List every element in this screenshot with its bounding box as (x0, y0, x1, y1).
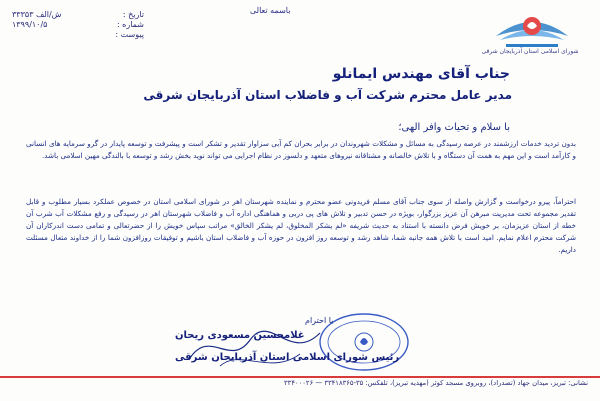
meta-label: تاریخ : (122, 10, 144, 19)
meta-value: ۳۳۳۵۳ ش/الف (12, 10, 62, 19)
signatory-name: غلامحسین مسعودی ریحان (175, 330, 305, 341)
council-emblem-logo (492, 6, 572, 52)
handwritten-signature (180, 318, 330, 378)
letter-meta-block (12, 10, 144, 40)
recipient-position: مدیر عامل محترم شرکت آب و فاضلاب استان آذربایجان شرقی (143, 88, 512, 102)
closing-salute: با احترام (305, 316, 334, 325)
meta-row-number (12, 20, 144, 30)
meta-label: شماره : (116, 20, 144, 29)
emblem-caption: شورای اسلامی استان آذربایجان شرقی (481, 48, 579, 55)
signatory-title: رئیس شورای اسلامی استان آذربایجان شرقی (175, 352, 400, 363)
salutation-line: با سلام و تحیات وافر الهی؛ (398, 122, 510, 133)
body-paragraph-2: احتراماً، پیرو درخواست و گزارش واصله از سوی جناب آقای مسلم فریدونی عضو محترم و نماینده شهرستان اهر در شورای اسلامی استان در خصوص عملکرد بسیار مطلوب و قابل تقدیر مجموعه تحت مدیریت مبرهن آن عزیز بزرگوار، بویژه در حسن تدبیر و تلاش های پی دربی و هماهنگی اداره آب و فاضلاب شهرستان اهر در رسیدگی و رفع مشکلات آب شرب آن خطه از استان عزیزمان، بر خویش فرض دانسته با استناد به حدیث شریفه «لم یشکر المخلوق، لم یشکر الخالق» مراتب سپاس خویش را از حضرتعالی و تمامی دست اندرکاران آن شرکت محترم اعلام نمایم. امید است با تلاش همه جانبه شما، شاهد رشد و توسعه روز افزون در حوزه آب و فاضلاب استان باشیم و توفیقات روزافزون شما را از خداوند متعال مسئلت داریم. (26, 197, 576, 254)
meta-value: ۱۳۹۹/۱۰/۵ (12, 20, 48, 29)
recipient-name: جناب آقای مهندس ایمانلو (332, 66, 510, 82)
basmala-heading: باسمه تعالی (250, 6, 291, 15)
meta-row-date (12, 10, 144, 20)
body-paragraph-1: بدون تردید خدمات ارزشمند در عرصه رسیدگی به مسائل و مشکلات شهروندان در برابر بحران کم آبی سزاوار تقدیر و تشکر است و پیشرفت و توسعه پایدار در گرو سرمایه های انسانی و کارآمد است و این مهم به همت آن دستگاه و با تلاش خالصانه و مشتاقانه نیروهای متعهد و دلسوز در نظام اجرایی می تواند نوید بخش رشد و توسعه با بالندگی مهین اسلامی باشد. (26, 139, 576, 160)
meta-row-attachment (12, 30, 144, 40)
meta-value (12, 30, 106, 40)
footer-address: نشانی: تبریز، میدان جهاد (تصدراد)، روبروی مسجد کوثر (مهدیه تبریز)، تلفکس: ۳۵-۳۳۴۱۸۳۶۵ — ۳۳۴۰۰۰۲۶ (284, 379, 588, 387)
footer-divider (0, 376, 600, 378)
meta-label: پیوست : (115, 30, 144, 39)
